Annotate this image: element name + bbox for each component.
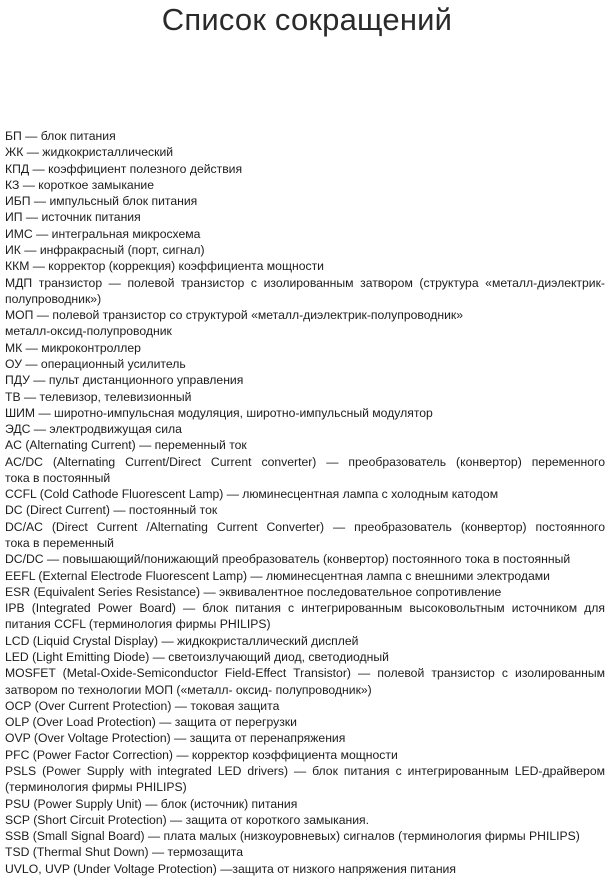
abbreviation-line: КЗ — короткое замыкание	[5, 177, 155, 192]
abbreviation-line: DC/DC — повышающий/понижающий преобразователь (конвертор) постоянного тока в постоянный	[5, 552, 571, 567]
abbreviation-line: ИБП — импульсный блок питания	[5, 194, 198, 209]
page-title: Список сокращений	[161, 2, 453, 37]
abbreviation-line: ИМС — интегральная микросхема	[5, 226, 201, 241]
abbreviation-line: LCD (Liquid Crystal Display) — жидкокристаллический дисплей	[5, 633, 359, 648]
abbreviation-line: ККМ — корректор (коррекция) коэффициента мощности	[5, 259, 324, 274]
abbreviation-line: UVLO, UVP (Under Voltage Protection) —защита от низкого напряжения питания	[5, 861, 456, 876]
abbreviation-line: МДП транзистор — полевой транзистор с изолированным затвором (структура «металл-диэлектрик-	[5, 275, 605, 290]
abbreviation-line: OCP (Over Current Protection) — токовая защита	[5, 698, 280, 713]
abbreviation-line: МОП — полевой транзистор со структурой «металл-диэлектрик-полупроводник»	[5, 308, 464, 323]
abbreviation-line: ЖК — жидкокристаллический	[5, 145, 174, 160]
abbreviation-line: питания CCFL (терминология фирмы PHILIPS)	[5, 617, 271, 632]
abbreviation-line: DC/AC (Direct Current /Alternating Current Converter) — преобразователь (конвертор) постоянного	[5, 519, 605, 534]
abbreviation-line: ИП — источник питания	[5, 210, 141, 225]
abbreviation-line: DC (Direct Current) — постоянный ток	[5, 503, 218, 518]
abbreviation-line: TSD (Thermal Shut Down) — термозащита	[5, 845, 243, 860]
abbreviation-line: КПД — коэффициент полезного действия	[5, 161, 243, 176]
abbreviation-line: тока в постоянный	[5, 470, 111, 485]
abbreviation-line: ESR (Equivalent Series Resistance) — эквивалентное последовательное сопротивление	[5, 584, 502, 599]
abbreviation-line: металл-оксид-полупроводник	[5, 324, 172, 339]
abbreviation-line: AC/DC (Alternating Current/Direct Current converter) — преобразователь (конвертор) переменного	[5, 454, 605, 469]
abbreviation-line: OLP (Over Load Protection) — защита от перегрузки	[5, 715, 297, 730]
abbreviation-line: MOSFET (Metal-Oxide-Semiconductor Field-Effect Transistor) — полевой транзистор с изолированным	[5, 666, 605, 681]
abbreviation-line: ОУ — операционный усилитель	[5, 356, 186, 371]
abbreviation-line: PFC (Power Factor Correction) — корректор коэффициента мощности	[5, 747, 398, 762]
abbreviation-line: ПДУ — пульт дистанционного управления	[5, 373, 244, 388]
abbreviation-line: ТВ — телевизор, телевизионный	[5, 389, 192, 404]
abbreviation-line: SSB (Small Signal Board) — плата малых (низкоуровневых) сигналов (терминология фирмы PHILIPS)	[5, 829, 580, 844]
abbreviation-list	[5, 128, 605, 877]
abbreviation-line: БП — блок питания	[5, 129, 116, 143]
abbreviation-line: полупроводник»)	[5, 291, 102, 306]
abbreviation-line: SCP (Short Circuit Protection) — защита от короткого замыкания.	[5, 812, 370, 827]
abbreviation-line: затвором по технологии МОП («металл- оксид- полупроводник»)	[5, 682, 372, 697]
abbreviation-line: IPB (Integrated Power Board) — блок питания с интегрированным высоковольтным источником для	[5, 601, 605, 616]
abbreviation-line: (терминология фирмы PHILIPS)	[5, 780, 187, 795]
abbreviation-line: OVP (Over Voltage Protection) — защита от перенапряжения	[5, 731, 346, 746]
abbreviation-line: PSLS (Power Supply with integrated LED drivers) — блок питания с интегрированным LED-драйвером	[5, 763, 605, 778]
abbreviation-line: ИК — инфракрасный (порт, сигнал)	[5, 242, 205, 257]
abbreviation-line: МК — микроконтроллер	[5, 340, 141, 355]
abbreviation-line: AC (Alternating Current) — переменный ток	[5, 438, 247, 453]
abbreviation-line: тока в переменный	[5, 536, 114, 551]
abbreviation-line: LED (Light Emitting Diode) — светоизлучающий диод, светодиодный	[5, 650, 389, 664]
abbreviation-line: EEFL (External Electrode Fluorescent Lamp) — люминесцентная лампа с внешними электродами	[5, 568, 550, 583]
abbreviation-line: CCFL (Cold Cathode Fluorescent Lamp) — люминесцентная лампа с холодным катодом	[5, 487, 499, 502]
abbreviation-line: ЭДС — электродвижущая сила	[5, 422, 182, 437]
abbreviation-line: ШИМ — широтно-импульсная модуляция, широтно-импульсный модулятор	[5, 405, 433, 420]
abbreviation-line: PSU (Power Supply Unit) — блок (источник) питания	[5, 796, 298, 811]
